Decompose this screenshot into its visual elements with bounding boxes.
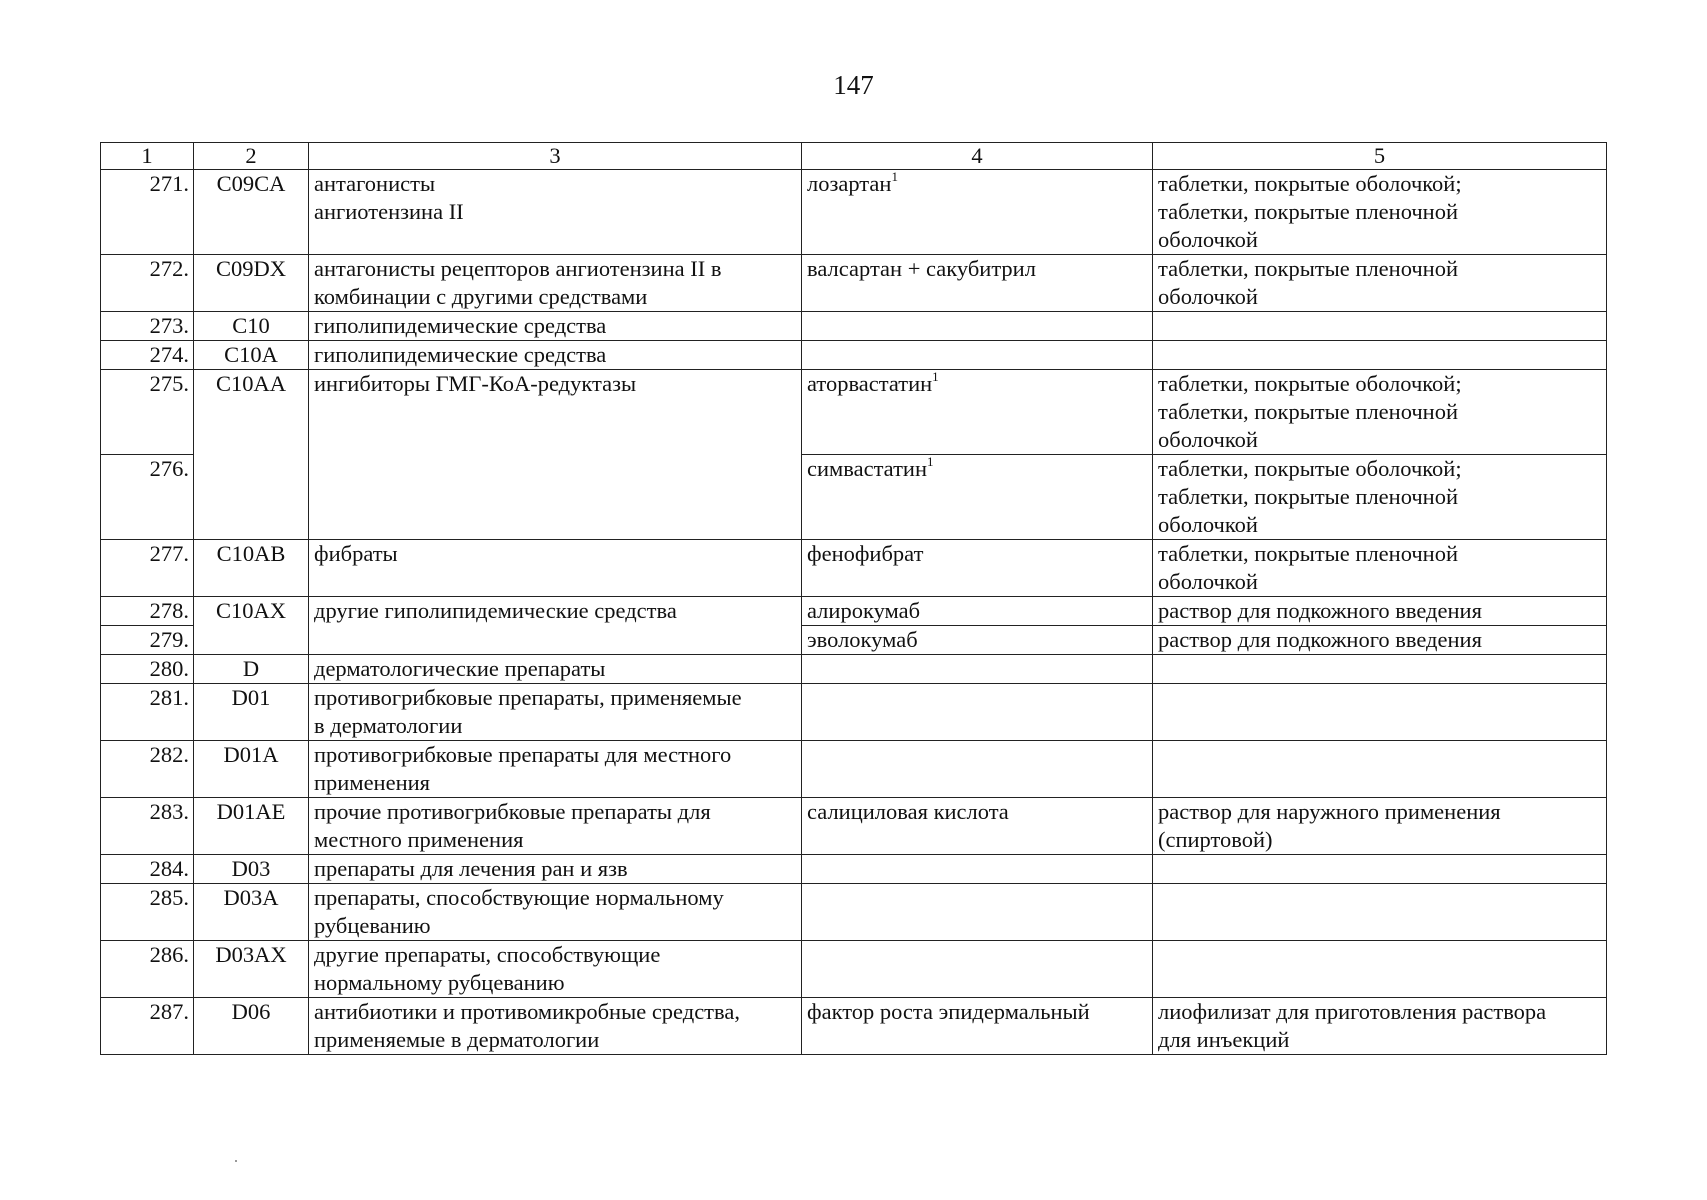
dosage-form-cell xyxy=(1153,341,1607,370)
table-row xyxy=(101,341,1607,370)
cell-line: раствор для подкожного введения xyxy=(1158,598,1482,623)
cell-line: оболочкой xyxy=(1158,227,1258,252)
row-number-cell xyxy=(101,455,194,540)
drug-name: лозартан xyxy=(807,171,892,196)
dosage-form-cell xyxy=(1153,684,1607,741)
cell-line: раствор для наружного применения xyxy=(1158,799,1501,824)
row-number-cell xyxy=(101,998,194,1055)
atc-code-cell xyxy=(194,884,309,941)
page-number: 147 xyxy=(833,70,874,100)
drug-name-cell xyxy=(802,170,1153,255)
cell-line: таблетки, покрытые пленочной xyxy=(1158,541,1459,566)
cell-line: местного применения xyxy=(314,827,524,852)
table-row xyxy=(101,540,1607,597)
row-number-cell xyxy=(101,341,194,370)
cell-line: комбинации с другими средствами xyxy=(314,284,648,309)
cell-line: оболочкой xyxy=(1158,569,1258,594)
atc-code-cell xyxy=(194,855,309,884)
cell-line: оболочкой xyxy=(1158,284,1258,309)
dosage-form-cell xyxy=(1153,941,1607,998)
cell-line: ингибиторы ГМГ-КоА-редуктазы xyxy=(314,371,637,396)
table-row xyxy=(101,855,1607,884)
row-number-cell xyxy=(101,312,194,341)
drug-name: валсартан + сакубитрил xyxy=(807,256,1036,281)
row-number-cell xyxy=(101,884,194,941)
row-number-cell xyxy=(101,798,194,855)
atc-code: D xyxy=(242,656,260,681)
drug-name: фенофибрат xyxy=(807,541,924,566)
atc-code-cell xyxy=(194,655,309,684)
drug-name-cell xyxy=(802,884,1153,941)
drug-name-cell xyxy=(802,741,1153,798)
drug-name: аторвастатин xyxy=(807,371,933,396)
drug-name-cell xyxy=(802,540,1153,597)
dosage-form-cell xyxy=(1153,884,1607,941)
cell-line: антагонисты xyxy=(314,171,436,196)
cell-line: таблетки, покрытые оболочкой; xyxy=(1158,456,1462,481)
drug-name: фактор роста эпидермальный xyxy=(807,999,1090,1024)
anatomical-group-cell xyxy=(309,798,802,855)
dosage-form-cell xyxy=(1153,998,1607,1055)
table-row xyxy=(101,312,1607,341)
anatomical-group-cell xyxy=(309,855,802,884)
table-row xyxy=(101,597,1607,626)
cell-line: применяемые в дерматологии xyxy=(314,1027,600,1052)
anatomical-group-cell xyxy=(309,941,802,998)
dosage-form-cell xyxy=(1153,597,1607,626)
drug-name-cell xyxy=(802,341,1153,370)
atc-code-cell xyxy=(194,312,309,341)
row-number: 278. xyxy=(149,598,189,623)
atc-code-cell xyxy=(194,255,309,312)
cell-line: противогрибковые препараты, применяемые xyxy=(314,685,742,710)
cell-line: противогрибковые препараты для местного xyxy=(314,742,732,767)
cell-line: таблетки, покрытые пленочной xyxy=(1158,484,1459,509)
atc-code: C10AA xyxy=(215,371,286,396)
row-number-cell xyxy=(101,540,194,597)
dosage-form-cell xyxy=(1153,255,1607,312)
dosage-form-cell xyxy=(1153,370,1607,455)
row-number: 280. xyxy=(149,656,189,681)
cell-line: таблетки, покрытые оболочкой; xyxy=(1158,171,1462,196)
atc-code: D01AE xyxy=(216,799,286,824)
cell-line: таблетки, покрытые оболочкой; xyxy=(1158,371,1462,396)
table-row xyxy=(101,370,1607,455)
dosage-form-cell xyxy=(1153,855,1607,884)
atc-code-cell xyxy=(194,341,309,370)
column-header: 1 xyxy=(101,143,194,170)
drug-name-cell xyxy=(802,370,1153,455)
anatomical-group-cell xyxy=(309,540,802,597)
row-number: 277. xyxy=(149,541,189,566)
row-number-cell xyxy=(101,170,194,255)
table-row xyxy=(101,170,1607,255)
drug-name-cell xyxy=(802,855,1153,884)
column-header: 2 xyxy=(194,143,309,170)
drug-name-cell xyxy=(802,597,1153,626)
anatomical-group-cell xyxy=(309,341,802,370)
row-number: 282. xyxy=(149,742,189,767)
cell-line: таблетки, покрытые пленочной xyxy=(1158,199,1459,224)
row-number: 276. xyxy=(149,456,189,481)
table-row xyxy=(101,255,1607,312)
anatomical-group-cell xyxy=(309,312,802,341)
atc-code-cell xyxy=(194,741,309,798)
atc-code: C10AX xyxy=(215,598,286,623)
cell-line: в дерматологии xyxy=(314,713,463,738)
anatomical-group-cell xyxy=(309,655,802,684)
anatomical-group-cell xyxy=(309,998,802,1055)
cell-line: оболочкой xyxy=(1158,512,1258,537)
cell-line: гиполипидемические средства xyxy=(314,313,607,338)
atc-code: D01 xyxy=(231,685,271,710)
atc-code: D03 xyxy=(231,856,271,881)
row-number-cell xyxy=(101,370,194,455)
drug-name-cell xyxy=(802,312,1153,341)
footnote-marker: 1 xyxy=(932,368,939,384)
cell-line: антибиотики и противомикробные средства, xyxy=(314,999,740,1024)
atc-code-cell xyxy=(194,798,309,855)
row-number: 284. xyxy=(149,856,189,881)
anatomical-group-cell xyxy=(309,741,802,798)
row-number-cell xyxy=(101,255,194,312)
drug-name-cell xyxy=(802,798,1153,855)
atc-code: C09DX xyxy=(215,256,286,281)
row-number: 271. xyxy=(149,171,189,196)
drug-name-cell xyxy=(802,455,1153,540)
cell-line: препараты для лечения ран и язв xyxy=(314,856,628,881)
drug-name-cell xyxy=(802,941,1153,998)
drug-name: алирокумаб xyxy=(807,598,921,623)
cell-line: раствор для подкожного введения xyxy=(1158,627,1482,652)
cell-line: другие гиполипидемические средства xyxy=(314,598,677,623)
row-number: 274. xyxy=(149,342,189,367)
drug-name: салициловая кислота xyxy=(807,799,1009,824)
drug-name-cell xyxy=(802,655,1153,684)
row-number-cell xyxy=(101,684,194,741)
row-number-cell xyxy=(101,655,194,684)
cell-line: дерматологические препараты xyxy=(314,656,606,681)
cell-line: (спиртовой) xyxy=(1158,827,1273,852)
anatomical-group-cell xyxy=(309,170,802,255)
atc-code-cell xyxy=(194,941,309,998)
atc-code-cell xyxy=(194,998,309,1055)
scan-speck xyxy=(235,1160,237,1162)
drug-list-table xyxy=(100,142,1607,1055)
atc-code: C10 xyxy=(232,313,270,338)
atc-code: C10A xyxy=(224,342,278,367)
atc-code: C10AB xyxy=(216,541,286,566)
anatomical-group-cell xyxy=(309,884,802,941)
row-number: 279. xyxy=(149,627,189,652)
column-header: 4 xyxy=(802,143,1153,170)
atc-code-cell xyxy=(194,370,309,540)
atc-code-cell xyxy=(194,540,309,597)
atc-code: C09CA xyxy=(216,171,286,196)
row-number-cell xyxy=(101,626,194,655)
row-number: 281. xyxy=(149,685,189,710)
cell-line: таблетки, покрытые пленочной xyxy=(1158,256,1459,281)
row-number-cell xyxy=(101,741,194,798)
table-row xyxy=(101,998,1607,1055)
cell-line: гиполипидемические средства xyxy=(314,342,607,367)
row-number-cell xyxy=(101,855,194,884)
table-header-row xyxy=(101,143,1607,170)
cell-line: прочие противогрибковые препараты для xyxy=(314,799,711,824)
row-number-cell xyxy=(101,941,194,998)
cell-line: для инъекций xyxy=(1158,1027,1290,1052)
footnote-marker: 1 xyxy=(891,168,898,184)
atc-code-cell xyxy=(194,170,309,255)
dosage-form-cell xyxy=(1153,170,1607,255)
table-row xyxy=(101,884,1607,941)
row-number: 272. xyxy=(149,256,189,281)
row-number: 273. xyxy=(149,313,189,338)
drug-name-cell xyxy=(802,626,1153,655)
drug-name-cell xyxy=(802,255,1153,312)
table-row xyxy=(101,655,1607,684)
anatomical-group-cell xyxy=(309,370,802,540)
anatomical-group-cell xyxy=(309,255,802,312)
table-row xyxy=(101,684,1607,741)
anatomical-group-cell xyxy=(309,597,802,655)
row-number: 283. xyxy=(149,799,189,824)
cell-line: другие препараты, способствующие xyxy=(314,942,661,967)
drug-name-cell xyxy=(802,684,1153,741)
dosage-form-cell xyxy=(1153,798,1607,855)
drug-name: симвастатин xyxy=(807,456,927,481)
table-row xyxy=(101,798,1607,855)
cell-line: антагонисты рецепторов ангиотензина II в xyxy=(314,256,722,281)
atc-code: D06 xyxy=(231,999,271,1024)
column-header: 3 xyxy=(309,143,802,170)
table-row xyxy=(101,741,1607,798)
column-header: 5 xyxy=(1153,143,1607,170)
atc-code-cell xyxy=(194,684,309,741)
cell-line: таблетки, покрытые пленочной xyxy=(1158,399,1459,424)
atc-code: D01A xyxy=(223,742,279,767)
cell-line: нормальному рубцеванию xyxy=(314,970,565,995)
row-number: 275. xyxy=(149,371,189,396)
dosage-form-cell xyxy=(1153,540,1607,597)
anatomical-group-cell xyxy=(309,684,802,741)
cell-line: препараты, способствующие нормальному xyxy=(314,885,724,910)
dosage-form-cell xyxy=(1153,741,1607,798)
dosage-form-cell xyxy=(1153,655,1607,684)
row-number-cell xyxy=(101,597,194,626)
cell-line: лиофилизат для приготовления раствора xyxy=(1158,999,1547,1024)
atc-code-cell xyxy=(194,597,309,655)
cell-line: ангиотензина II xyxy=(314,199,464,224)
cell-line: рубцеванию xyxy=(314,913,431,938)
footnote-marker: 1 xyxy=(927,453,934,469)
atc-code: D03AX xyxy=(215,942,287,967)
drug-name: эволокумаб xyxy=(807,627,918,652)
row-number: 286. xyxy=(149,942,189,967)
cell-line: применения xyxy=(314,770,431,795)
row-number: 287. xyxy=(149,999,189,1024)
dosage-form-cell xyxy=(1153,312,1607,341)
table-body xyxy=(101,170,1607,1055)
cell-line: оболочкой xyxy=(1158,427,1258,452)
dosage-form-cell xyxy=(1153,626,1607,655)
table-row xyxy=(101,941,1607,998)
dosage-form-cell xyxy=(1153,455,1607,540)
drug-name-cell xyxy=(802,998,1153,1055)
cell-line: фибраты xyxy=(314,541,398,566)
atc-code: D03A xyxy=(223,885,279,910)
row-number: 285. xyxy=(149,885,189,910)
